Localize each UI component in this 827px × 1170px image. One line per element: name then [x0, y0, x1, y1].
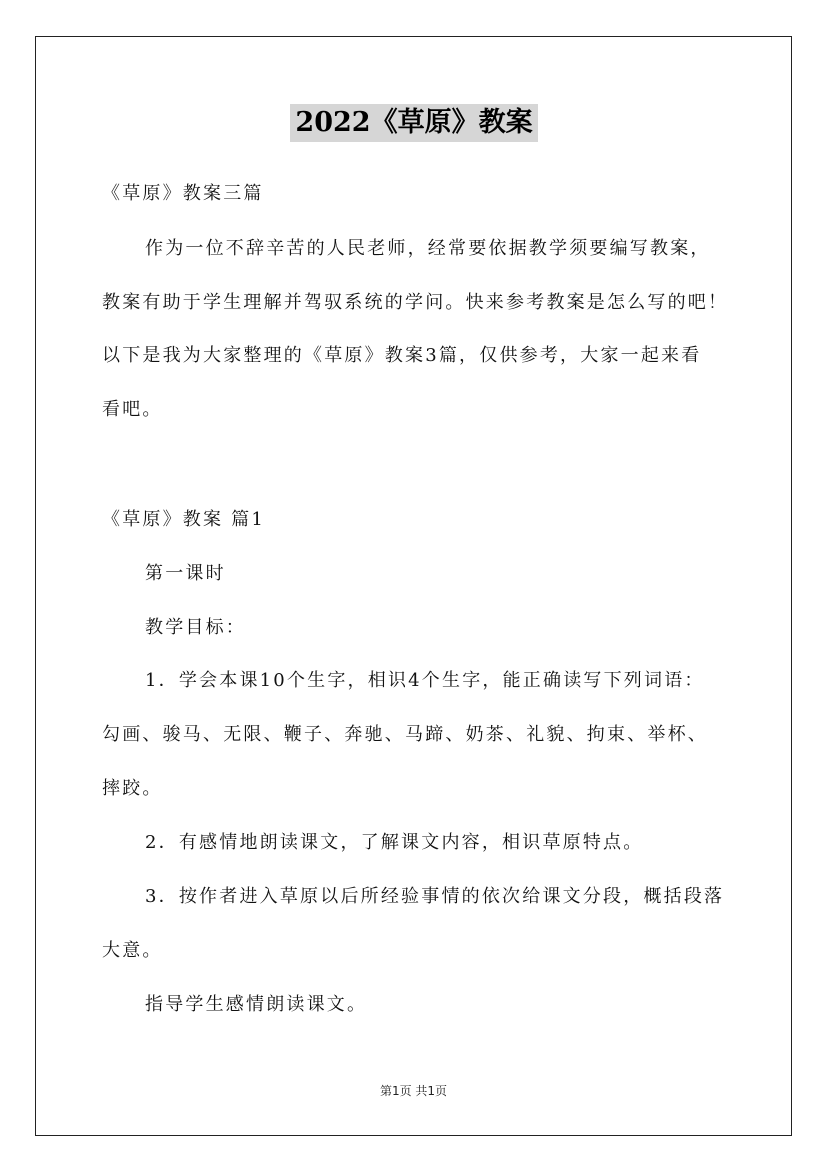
intro-line-4: 看吧。	[102, 399, 163, 420]
goal-1-line-2: 勾画、骏马、无限、鞭子、奔驰、马蹄、奶茶、礼貌、拘束、举杯、	[102, 724, 708, 745]
goal-1-line-3: 摔跤。	[102, 778, 163, 799]
goals-heading: 教学目标：	[145, 617, 246, 638]
document-subtitle: 《草原》教案三篇	[102, 183, 264, 204]
intro-line-1: 作为一位不辞辛苦的人民老师，经常要依据教学须要编写教案，	[145, 238, 711, 259]
goal-3-line-2: 大意。	[102, 940, 163, 961]
document-title: 2022《草原》教案	[290, 104, 538, 142]
intro-line-3: 以下是我为大家整理的《草原》教案3篇，仅供参考，大家一起来看	[102, 345, 702, 366]
goal-1-line-1: 1．学会本课10个生字，相识4个生字，能正确读写下列词语：	[145, 670, 705, 691]
guide-line: 指导学生感情朗读课文。	[145, 994, 368, 1015]
intro-line-2: 教案有助于学生理解并驾驭系统的学问。快来参考教案是怎么写的吧！	[102, 292, 729, 313]
section-heading: 《草原》教案 篇1	[102, 509, 265, 530]
goal-2: 2．有感情地朗读课文，了解课文内容，相识草原特点。	[145, 832, 644, 853]
page-footer: 第1页 共1页	[379, 1084, 448, 1098]
lesson-label: 第一课时	[145, 563, 226, 584]
goal-3-line-1: 3．按作者进入草原以后所经验事情的依次给课文分段，概括段落	[145, 886, 725, 907]
